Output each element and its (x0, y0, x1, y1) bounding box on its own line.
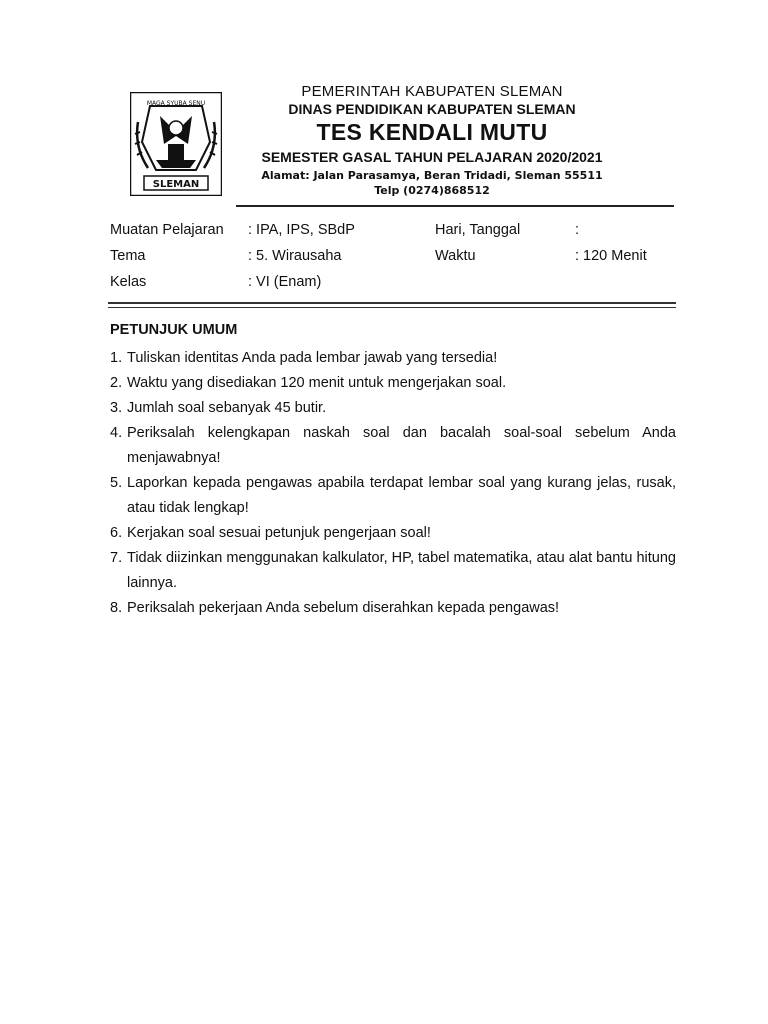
list-item (110, 421, 676, 471)
semester-info: SEMESTER GASAL TAHUN PELAJARAN 2020/2021 (261, 149, 603, 166)
item-number: 5. (110, 475, 123, 491)
exam-title: TES KENDALI MUTU (316, 118, 548, 145)
class-label: Kelas (110, 274, 147, 290)
list-item (110, 396, 676, 421)
item-number: 3. (110, 400, 123, 416)
government-name: PEMERINTAH KABUPATEN SLEMAN (301, 83, 563, 100)
item-number: 8. (110, 600, 123, 616)
letterhead (232, 84, 632, 197)
day-label: Hari, Tanggal (435, 222, 521, 238)
address: Alamat: Jalan Parasamya, Beran Tridadi, Sleman 55511 (261, 168, 603, 182)
phone: Telp (0274)868512 (374, 183, 490, 197)
time-label: Waktu (435, 248, 476, 264)
item-number: 1. (110, 350, 123, 366)
list-item (110, 371, 676, 396)
logo-banner-text: SLEMAN (152, 179, 200, 190)
day-value: : (575, 222, 580, 238)
identity-divider (108, 302, 676, 308)
sleman-coat-of-arms-icon (130, 92, 222, 196)
item-number: 4. (110, 425, 123, 441)
item-text: Tidak diizinkan menggunakan kalkulator, HP, tabel matematika, atau alat bantu hitung lainnya. (127, 550, 676, 591)
item-number: 7. (110, 550, 123, 566)
instructions-title: PETUNJUK UMUM (110, 322, 238, 338)
item-text: Periksalah pekerjaan Anda sebelum diserahkan kepada pengawas! (127, 600, 560, 616)
item-text: Periksalah kelengkapan naskah soal dan bacalah soal-soal sebelum Anda menjawabnya! (127, 425, 676, 466)
header-divider (236, 205, 674, 207)
item-text: Kerjakan soal sesuai petunjuk pengerjaan soal! (127, 525, 431, 541)
theme-label: Tema (110, 248, 146, 264)
item-number: 6. (110, 525, 123, 541)
logo-top-text: MAGA SYUBA SENU (146, 100, 206, 107)
list-item (110, 346, 676, 371)
general-instructions (110, 320, 676, 621)
item-text: Tuliskan identitas Anda pada lembar jawab yang tersedia! (127, 350, 498, 366)
subject-label: Muatan Pelajaran (110, 222, 224, 238)
list-item (110, 521, 676, 546)
list-item (110, 596, 676, 621)
time-value: : 120 Menit (575, 248, 647, 264)
list-item (110, 546, 676, 596)
department-name: DINAS PENDIDIKAN KABUPATEN SLEMAN (288, 100, 576, 117)
item-number: 2. (110, 375, 123, 391)
sleman-logo (130, 92, 222, 196)
item-text: Waktu yang disediakan 120 menit untuk mengerjakan soal. (127, 375, 507, 391)
list-item (110, 471, 676, 521)
theme-value: : 5. Wirausaha (248, 248, 342, 264)
item-text: Laporkan kepada pengawas apabila terdapat lembar soal yang kurang jelas, rusak, atau tidak lengkap! (127, 475, 676, 516)
item-text: Jumlah soal sebanyak 45 butir. (127, 400, 327, 416)
subject-value: : IPA, IPS, SBdP (248, 222, 355, 238)
class-value: : VI (Enam) (248, 274, 322, 290)
